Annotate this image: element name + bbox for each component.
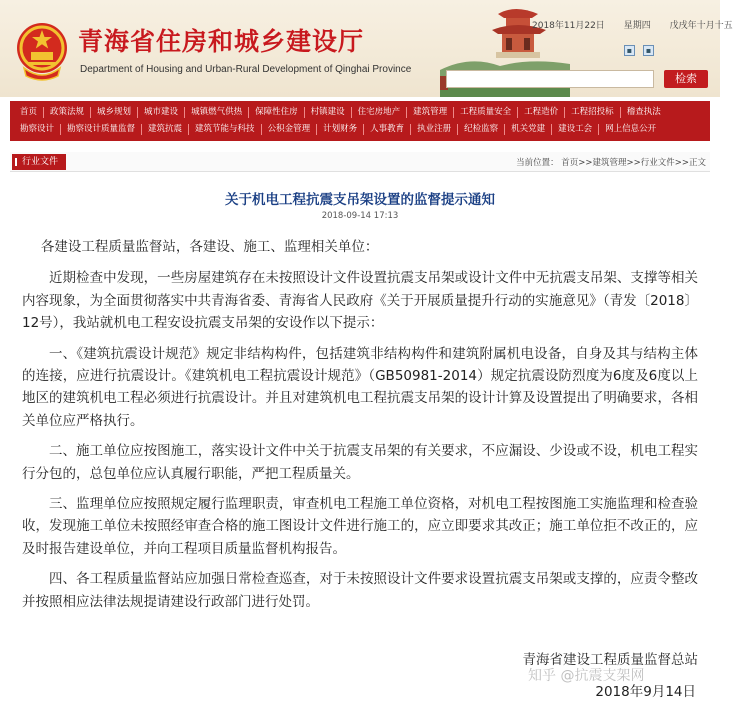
nav-item-discipline[interactable]: 纪检监察	[458, 124, 505, 135]
nav-item-energy-tech[interactable]: 建筑节能与科技	[189, 124, 262, 135]
site-title: 青海省住房和城乡建设厅	[78, 27, 365, 56]
article-date: 2018-09-14 17:13	[321, 211, 399, 221]
nav-item-home[interactable]: 首页	[14, 107, 44, 118]
nav-item-city-construction[interactable]: 城市建设	[138, 107, 185, 118]
search-input[interactable]	[446, 70, 654, 88]
nav-item-survey-design[interactable]: 勘察设计	[14, 124, 61, 135]
set-homepage-icon[interactable]: ▪	[624, 45, 635, 56]
nav-row-2	[14, 121, 706, 138]
nav-item-design-quality[interactable]: 勘察设计质量监督	[61, 124, 142, 135]
nav-item-urban-planning[interactable]: 城乡规划	[91, 107, 138, 118]
nav-row-1	[14, 104, 706, 121]
nav-item-bidding[interactable]: 工程招投标	[565, 107, 621, 118]
article-paragraph: 二、施工单位应按图施工，落实设计文件中关于抗震支吊架的有关要求，不应漏设、少设或不设，机电工程实行分包的，总包单位应认真履行职能，严把工程质量关。	[22, 443, 698, 482]
search-button[interactable]: 检索	[664, 70, 708, 88]
nav-item-real-estate[interactable]: 住宅房地产	[352, 107, 408, 118]
nav-item-affordable-housing[interactable]: 保障性住房	[249, 107, 305, 118]
lunar-date: 戊戌年十月十五	[669, 21, 733, 31]
current-date: 2018年11月22日	[532, 21, 605, 31]
nav-item-gas-heating[interactable]: 城镇燃气供热	[185, 107, 249, 118]
main-nav	[10, 101, 710, 141]
nav-item-building-management[interactable]: 建筑管理	[407, 107, 454, 118]
article-body	[22, 236, 698, 621]
national-emblem-icon	[14, 20, 70, 80]
nav-item-provident-fund[interactable]: 公积金管理	[262, 124, 318, 135]
nav-item-inspection[interactable]: 稽查执法	[626, 107, 661, 117]
article-title: 关于机电工程抗震支吊架设置的监督提示通知	[225, 192, 495, 208]
article-paragraph: 四、各工程质量监督站应加强日常检查巡查，对于未按照设计文件要求设置抗震支吊架或支撑的，应责令整改并按照相应法律法规提请建设行政部门进行处罚。	[22, 571, 698, 610]
date-bar	[532, 18, 749, 31]
nav-item-union[interactable]: 建设工会	[552, 124, 599, 135]
nav-item-seismic[interactable]: 建筑抗震	[142, 124, 189, 135]
site-subtitle: Department of Housing and Urban-Rural Development of Qinghai Province	[80, 64, 412, 75]
nav-item-village-construction[interactable]: 村镇建设	[305, 107, 352, 118]
article-paragraph: 一、《建筑抗震设计规范》规定非结构构件，包括建筑非结构构件和建筑附属机电设备，自身及其与结构主体的连接，应进行抗震设计。《建筑机电工程抗震设计规范》（GB50981-2014）规定抗震设防烈度为6度及6度以上地区的建筑机电工程必须进行抗震设计。并且对建筑机电工程抗震支吊架的设计计算及设置提出了明确要求，各相关单位应严格执行。	[22, 345, 698, 429]
nav-item-policy[interactable]: 政策法规	[44, 107, 91, 118]
section-tag[interactable]: 行业文件	[12, 154, 66, 170]
nav-item-finance[interactable]: 计划财务	[317, 124, 364, 135]
nav-item-info-disclosure[interactable]: 网上信息公开	[605, 124, 657, 134]
article-paragraph: 三、监理单位应按照规定履行监理职责，审查机电工程施工单位资格，对机电工程按图施工实施监理和检查验收，发现施工单位未按照经审查合格的施工图设计文件进行施工的，应立即要求其改正；施工单位拒不改正的，应及时报告建设单位，并向工程项目质量监督机构报告。	[22, 496, 698, 557]
breadcrumb[interactable]: 当前位置： 首页>>建筑管理>>行业文件>>正文	[516, 158, 706, 168]
nav-item-quality-safety[interactable]: 工程质量安全	[454, 107, 518, 118]
nav-item-registration[interactable]: 执业注册	[411, 124, 458, 135]
site-header	[0, 0, 733, 97]
article-salutation: 各建设工程质量监督站，各建设、施工、监理相关单位：	[40, 239, 379, 255]
watermark: 知乎 @抗震支架网	[528, 668, 645, 684]
signature-organization: 青海省建设工程质量监督总站	[522, 652, 698, 668]
add-favorite-icon[interactable]: ▪	[643, 45, 654, 56]
nav-item-party[interactable]: 机关党建	[505, 124, 552, 135]
nav-item-hr[interactable]: 人事教育	[364, 124, 411, 135]
header-icons	[624, 38, 657, 57]
current-weekday: 星期四	[623, 21, 651, 31]
signature-date: 2018年9月14日	[595, 684, 696, 700]
location-bar	[10, 152, 710, 172]
article-paragraph: 近期检查中发现，一些房屋建筑存在未按照设计文件设置抗震支吊架或设计文件中无抗震支吊架、支撑等相关内容现象，为全面贯彻落实中共青海省委、青海省人民政府《关于开展质量提升行动的实施意见》（青发〔2018〕12号），我站就机电工程安设抗震支吊架的安设作以下提示：	[22, 270, 698, 332]
nav-item-cost[interactable]: 工程造价	[518, 107, 565, 118]
